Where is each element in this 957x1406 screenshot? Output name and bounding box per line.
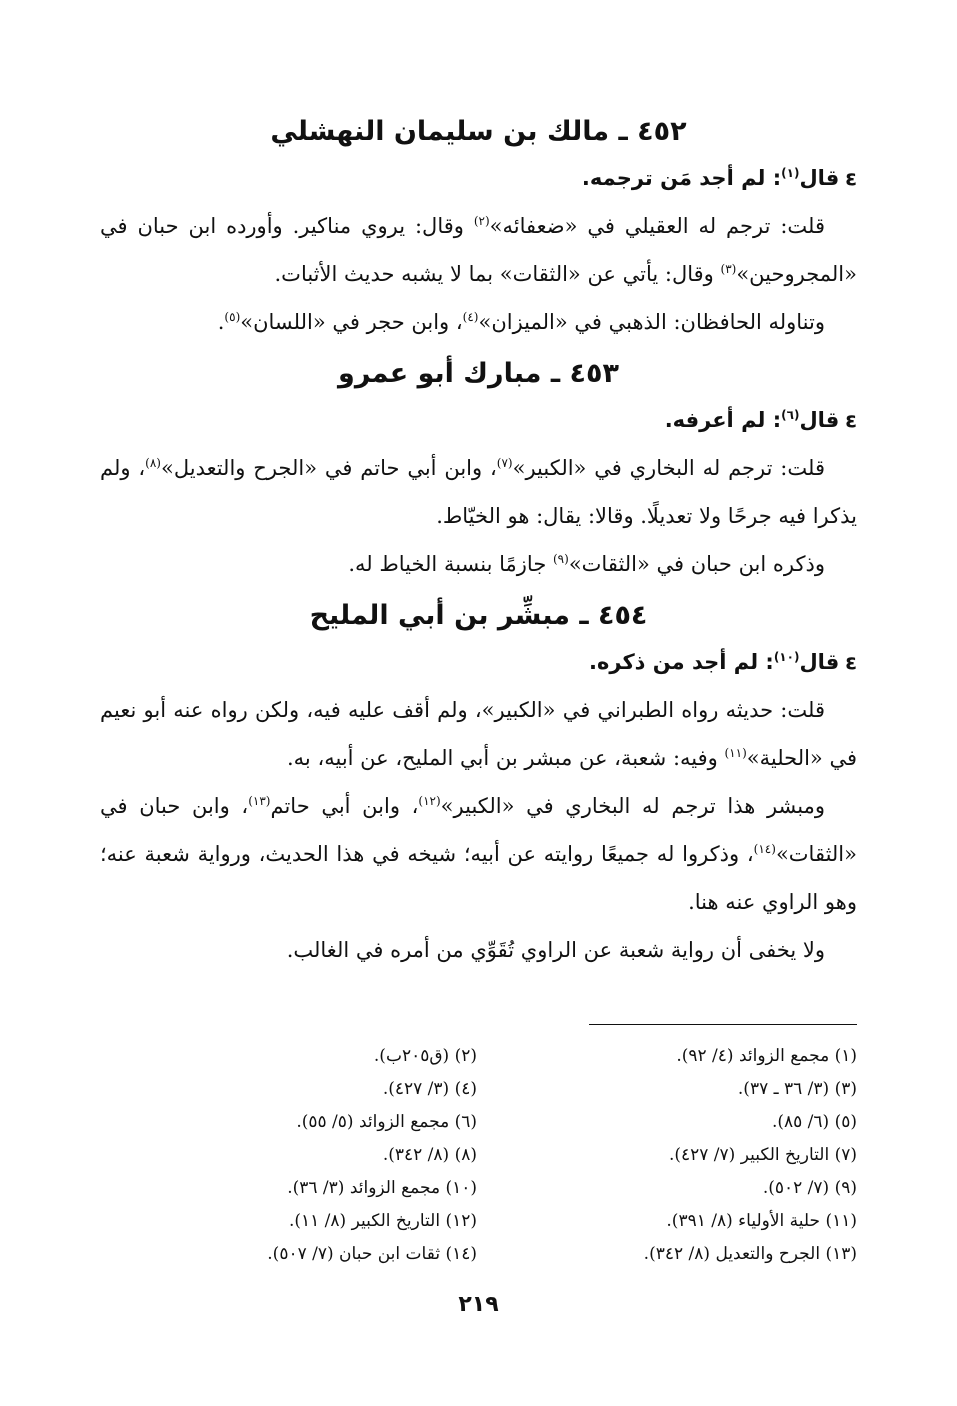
footnote: (٨) (٨/ ٣٤٢). xyxy=(382,1145,477,1165)
remark-marker: ε xyxy=(845,166,857,190)
text-run: ، وابن أبي حاتم xyxy=(270,794,419,818)
entry-heading: ٤٥٢ ـ مالك بن سليمان النهشلي xyxy=(270,116,687,147)
footnote: (١٠) مجمع الزوائد (٣/ ٣٦). xyxy=(287,1178,477,1198)
entry-heading: ٤٥٣ ـ مبارك أبو عمرو xyxy=(338,358,619,389)
footnote-ref: (١٣) xyxy=(248,794,271,808)
footnote-ref: (٢) xyxy=(473,214,490,228)
footnote: (٣) (٣/ ٣٦ ـ ٣٧). xyxy=(737,1079,857,1099)
text-run: قلت: حديثه رواه الطبراني في «الكبير»، ولم أقف عليه فيه، ولكن رواه عنه أبو نعيم في «الحلية» xyxy=(100,698,857,770)
text-run: ، ولم يذكرا فيه جرحًا ولا تعديلًا. وقالا: يقال: هو الخيّاط. xyxy=(100,456,857,528)
footnote: (١٣) الجرح والتعديل (٨/ ٣٤٢). xyxy=(643,1244,857,1264)
footnote: (٩) (٧/ ٥٠٢). xyxy=(762,1178,857,1198)
footnote-ref: (٣) xyxy=(720,262,737,276)
footnote-ref: (١٠) xyxy=(773,650,800,664)
footnote-separator xyxy=(589,1024,857,1025)
author-remark xyxy=(100,642,857,682)
text-run: وتناوله الحافظان: الذهبي في «الميزان» xyxy=(478,310,825,334)
text-run: وقال: يروي مناكير. وأورده ابن حبان في «المجروحين» xyxy=(100,214,857,286)
commentary-paragraph xyxy=(100,686,857,782)
text-run: جازمًا بنسبة الخياط له. xyxy=(348,552,553,576)
text-run: ، وذكروا له جميعًا روايته عن أبيه؛ شيخه في هذا الحديث، ورواية شعبة عنه؛ وهو الراوي عنه هنا. xyxy=(100,842,857,914)
remark-word: قال xyxy=(799,408,840,432)
footnote-ref: (٩) xyxy=(552,552,569,566)
footnote: (١٢) التاريخ الكبير (٨/ ١١). xyxy=(288,1211,477,1231)
footnote-ref: (٥) xyxy=(224,310,241,324)
footnote: (٦) مجمع الزوائد (٥/ ٥٥). xyxy=(296,1112,477,1132)
footnote-ref: (٦) xyxy=(781,408,800,422)
commentary-paragraph xyxy=(100,202,857,298)
remark-word: قال xyxy=(799,166,840,190)
text-run: وذكره ابن حبان في «الثقات» xyxy=(568,552,825,576)
footnote-ref: (١) xyxy=(781,166,800,180)
author-remark xyxy=(100,400,857,440)
remark-marker: ε xyxy=(845,408,857,432)
commentary-paragraph xyxy=(100,298,857,346)
remark-text: : لم أعرفه. xyxy=(664,408,782,432)
remark-text: : لم أجد مَن ترجمه. xyxy=(581,166,782,190)
footnotes xyxy=(97,1040,857,1271)
footnote: (٤) (٣/ ٤٢٧). xyxy=(382,1079,477,1099)
footnote: (١١) حلية الأولياء (٨/ ٣٩١). xyxy=(666,1211,857,1231)
author-remark xyxy=(100,158,857,198)
commentary-paragraph xyxy=(100,926,857,974)
commentary-paragraph xyxy=(100,444,857,540)
entry-heading: ٤٥٤ ـ مبشِّر بن أبي المليح xyxy=(309,600,648,631)
remark-marker: ε xyxy=(845,650,857,674)
footnote: (٥) (٦/ ٨٥). xyxy=(771,1112,857,1132)
text-run: ومبشر هذا ترجم له البخاري في «الكبير» xyxy=(440,794,826,818)
text-run: ، وابن حجر في «اللسان» xyxy=(240,310,463,334)
remark-word: قال xyxy=(799,650,840,674)
footnote-ref: (٧) xyxy=(496,456,513,470)
text-run: قلت: ترجم له العقيلي في «ضعفائه» xyxy=(489,214,826,238)
page-number: ٢١٩ xyxy=(458,1292,499,1317)
commentary-paragraph xyxy=(100,782,857,926)
text-run: وفيه: شعبة، عن مبشر بن أبي المليح، عن أبيه، به. xyxy=(287,746,725,770)
footnote-ref: (٨) xyxy=(145,456,161,470)
remark-text: : لم أجد من ذكره. xyxy=(589,650,774,674)
text-run: . xyxy=(217,310,225,334)
text-run: ، وابن حبان في «الثقات» xyxy=(100,794,857,866)
footnote: (١) مجمع الزوائد (٤/ ٩٢). xyxy=(676,1046,857,1066)
footnote: (٢) (ق٢٠٥ب). xyxy=(373,1046,477,1066)
footnote: (٧) التاريخ الكبير (٧/ ٤٢٧). xyxy=(668,1145,857,1165)
text-run: ، وابن أبي حاتم في «الجرح والتعديل» xyxy=(160,456,497,480)
text-run: ولا يخفى أن رواية شعبة عن الراوي تُقَوِّي من أمره في الغالب. xyxy=(286,938,825,962)
footnote-ref: (١٤) xyxy=(753,842,776,856)
text-run: وقال: يأتي عن «الثقات» بما لا يشبه حديث الأثبات. xyxy=(274,262,721,286)
commentary-paragraph xyxy=(100,540,857,588)
footnote: (١٤) ثقات ابن حبان (٧/ ٥٠٧). xyxy=(267,1244,477,1264)
footnote-ref: (٤) xyxy=(462,310,479,324)
footnote-ref: (١٢) xyxy=(418,794,441,808)
text-run: قلت: ترجم له البخاري في «الكبير» xyxy=(512,456,825,480)
footnote-ref: (١١) xyxy=(724,746,747,760)
